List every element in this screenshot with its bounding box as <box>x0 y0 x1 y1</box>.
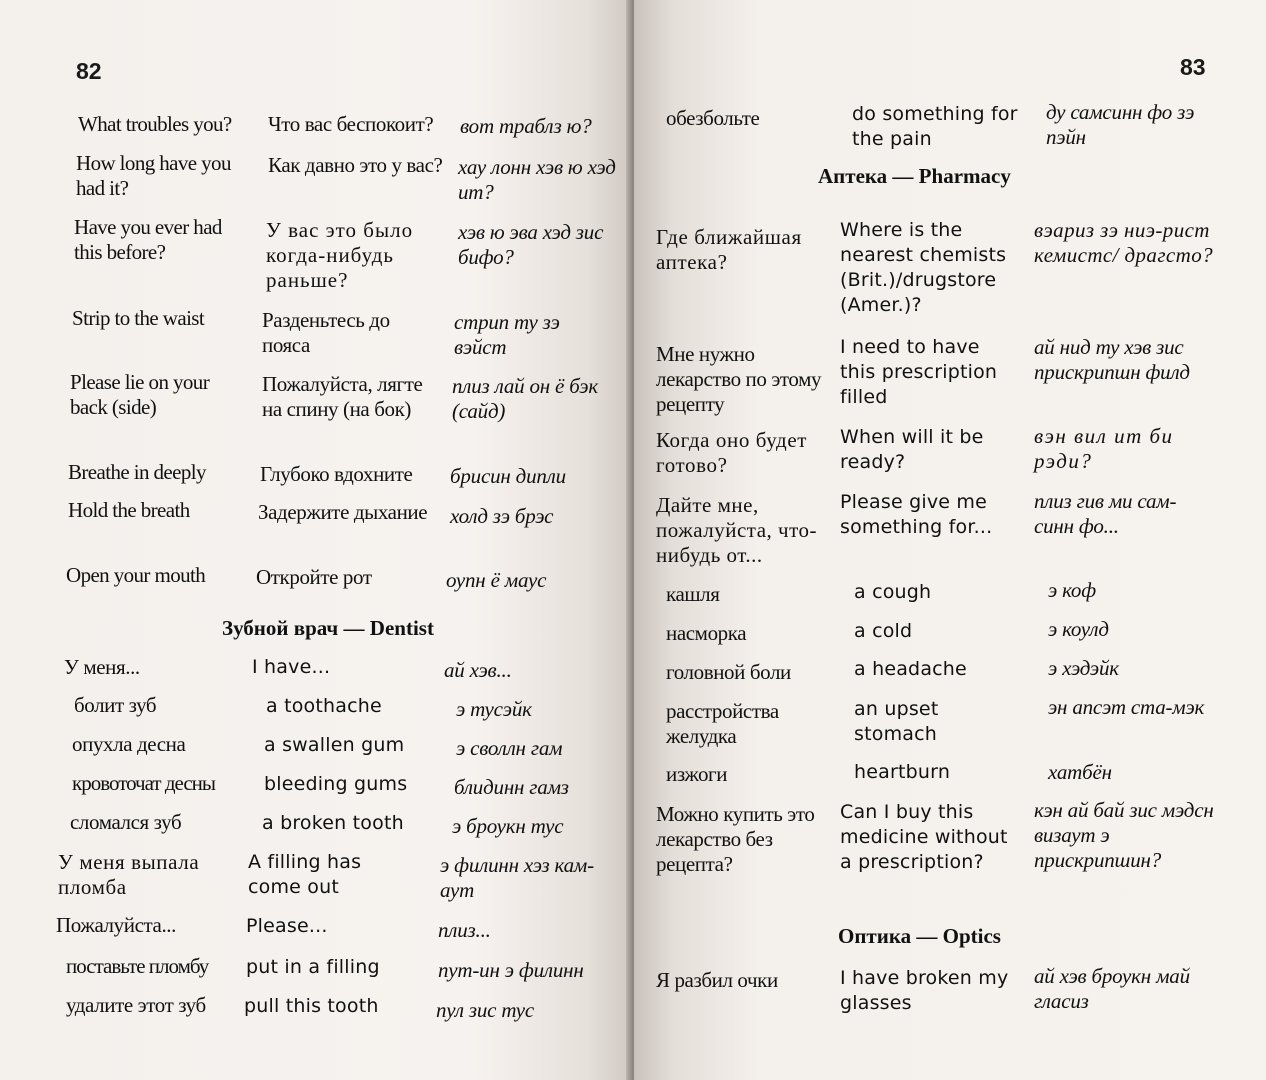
phrase-transliteration: хатбён <box>1048 760 1112 784</box>
phrase-transliteration: э хэдэйк <box>1048 656 1119 680</box>
phrase-english: When will it be ready? <box>840 426 984 473</box>
phrase-english: Where is the nearest chemists (Brit.)/drugstore (Amer.)? <box>840 219 1007 316</box>
phrase-russian: опухла десна <box>72 732 186 756</box>
phrase-transliteration: ай хэв броукн май гласиз <box>1034 964 1190 1013</box>
phrase-english: Strip to the waist <box>72 306 205 330</box>
left-page <box>0 0 632 1080</box>
phrase-russian: Где ближайшая аптека? <box>656 225 802 274</box>
phrase-russian: обезбольте <box>666 106 760 130</box>
phrase-russian: Пожалуйста, лягте на спину (на бок) <box>262 372 423 421</box>
phrase-russian: расстройства желудка <box>666 699 779 748</box>
phrase-transliteration: пут-ин э филинн <box>438 958 584 982</box>
phrase-english: a headache <box>854 658 967 680</box>
phrase-transliteration: хэв ю эва хэд зис бифо? <box>458 220 604 269</box>
page-number-left: 82 <box>76 58 102 84</box>
phrase-russian: сломался зуб <box>70 810 182 834</box>
phrase-english: Please lie on your back (side) <box>70 370 210 419</box>
phrase-english: bleeding gums <box>264 773 408 795</box>
phrase-russian: изжоги <box>666 762 728 786</box>
phrase-english: pull this tooth <box>244 995 379 1017</box>
phrase-russian: Задержите дыхание <box>258 500 428 524</box>
phrase-english: a cough <box>854 581 932 603</box>
phrase-english: What troubles you? <box>78 112 232 136</box>
phrase-transliteration: вот траблз ю? <box>460 114 592 138</box>
phrase-russian: Как давно это у вас? <box>268 153 443 177</box>
phrase-english: How long have you had it? <box>76 151 231 200</box>
phrase-english: heartburn <box>854 761 951 783</box>
phrase-russian: Пожалуйста... <box>56 913 177 937</box>
phrase-english: Can I buy this medicine without a prescription? <box>840 801 1008 873</box>
phrase-transliteration: э тусэйк <box>456 697 532 721</box>
phrase-english: a toothache <box>266 695 382 717</box>
phrase-russian: насморка <box>666 621 747 645</box>
phrase-english: a cold <box>854 620 913 642</box>
phrase-transliteration: плиз лай он ё бэк (сайд) <box>452 374 598 423</box>
section-title-pharmacy: Аптека — Pharmacy <box>818 164 1011 188</box>
phrase-english: do something for the pain <box>852 103 1018 150</box>
phrase-transliteration: эн апсэт ста-мэк <box>1048 695 1205 719</box>
phrase-russian: кашля <box>666 582 720 606</box>
phrase-transliteration: э броукн тус <box>452 814 564 838</box>
phrase-english: Breathe in deeply <box>68 460 206 484</box>
phrase-russian: поставьте пломбу <box>66 954 209 978</box>
section-title-dentist: Зубной врач — Dentist <box>222 616 434 640</box>
phrase-russian: Можно купить это лекарство без рецепта? <box>656 802 815 876</box>
phrase-transliteration: э филинн хэз кам-аут <box>440 853 594 902</box>
phrase-english: a swallen gum <box>264 734 405 756</box>
phrase-english: Have you ever had this before? <box>74 215 222 264</box>
phrase-transliteration: хау лонн хэв ю хэд ит? <box>458 155 616 204</box>
phrase-english: I have broken my glasses <box>840 967 1009 1014</box>
phrase-transliteration: плиз гив ми сам-синн фо... <box>1034 489 1177 538</box>
phrase-transliteration: оупн ё маус <box>446 568 547 592</box>
phrase-transliteration: ду самсинн фо зэ пэйн <box>1046 100 1195 149</box>
phrase-transliteration: вэариз зэ ниэ-рист кемистс/ драгсто? <box>1034 218 1213 267</box>
page-number-right: 83 <box>1180 54 1206 80</box>
phrase-russian: Я разбил очки <box>656 968 778 992</box>
phrase-english: Please... <box>246 915 328 937</box>
phrase-transliteration: кэн ай бай зис мэдсн визаут э прискрипшин? <box>1034 798 1214 872</box>
phrase-transliteration: ай хэв... <box>444 658 512 682</box>
phrase-transliteration: ай нид ту хэв зис прискрипшн филд <box>1034 335 1190 384</box>
phrase-russian: Что вас беспокоит? <box>268 112 434 136</box>
phrase-russian: Мне нужно лекарство по этому рецепту <box>656 342 822 416</box>
phrase-english: I have... <box>252 656 331 678</box>
phrase-transliteration: брисин дипли <box>450 464 566 488</box>
right-page <box>634 0 1266 1080</box>
phrase-transliteration: плиз... <box>438 918 491 942</box>
phrase-english: a broken tooth <box>262 812 404 834</box>
phrase-english: Please give me something for... <box>840 491 993 538</box>
phrase-transliteration: э коулд <box>1048 617 1109 641</box>
phrase-transliteration: стрип ту зэ вэйст <box>454 310 560 359</box>
phrase-russian: У меня... <box>64 655 140 679</box>
phrase-transliteration: холд зэ брэс <box>450 504 554 528</box>
phrase-russian: Глубоко вдохните <box>260 462 413 486</box>
phrase-russian: Разденьтесь до пояса <box>262 308 390 357</box>
phrase-english: an upset stomach <box>854 698 939 745</box>
phrase-english: Hold the breath <box>68 498 190 522</box>
phrase-russian: головной боли <box>666 660 791 684</box>
phrase-russian: Дайте мне, пожалуйста, что-нибудь от... <box>656 493 817 567</box>
phrase-english: I need to have this prescription filled <box>840 336 998 408</box>
phrase-russian: кровоточат десны <box>72 771 216 795</box>
phrase-english: A filling has come out <box>248 851 362 898</box>
phrase-russian: Откройте рот <box>256 565 372 589</box>
phrase-transliteration: э своллн гам <box>456 736 563 760</box>
section-title-optics: Оптика — Optics <box>838 924 1001 948</box>
phrase-russian: У вас это было когда-нибудь раньше? <box>266 218 414 292</box>
phrase-russian: болит зуб <box>74 693 157 717</box>
phrase-russian: У меня выпала пломба <box>58 850 200 899</box>
phrase-russian: Когда оно будет готово? <box>656 428 808 477</box>
phrase-russian: удалите этот зуб <box>66 993 206 1017</box>
phrase-transliteration: э коф <box>1048 578 1096 602</box>
phrase-english: put in a filling <box>246 956 380 978</box>
phrase-english: Open your mouth <box>66 563 206 587</box>
phrase-transliteration: пул зис тус <box>436 998 535 1022</box>
phrase-transliteration: блидинн гамз <box>454 775 569 799</box>
phrase-transliteration: вэн вил ит би рэди? <box>1034 424 1174 473</box>
